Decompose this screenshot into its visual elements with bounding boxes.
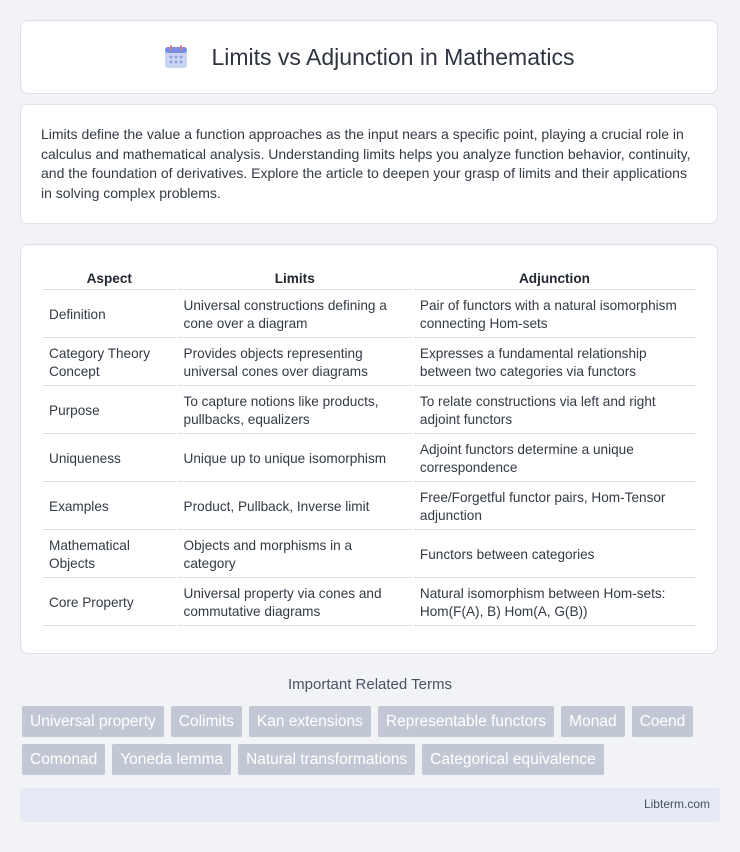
table-cell: Expresses a fundamental relationship between two categories via functors <box>414 340 695 386</box>
table-row <box>43 580 695 626</box>
header-card <box>20 20 718 94</box>
table-cell: Natural isomorphism between Hom-sets: Hom(F(A), B) Hom(A, G(B)) <box>414 580 695 626</box>
column-header-adjunction: Adjunction <box>414 267 695 290</box>
related-term-tag[interactable]: Colimits <box>171 706 242 737</box>
comparison-card <box>20 244 718 654</box>
intro-text: Limits define the value a function approaches as the input nears a specific point, playing a crucial role in calculus and mathematical analysis. Understanding limits helps you analyze function behavior, continuity, and the foundation of derivatives. Explore the article to deepen your grasp of limits and their applications in solving complex problems. <box>41 126 691 201</box>
table-cell: Uniqueness <box>43 436 176 482</box>
column-header-limits: Limits <box>178 267 412 290</box>
related-terms-title: Important Related Terms <box>288 676 452 693</box>
table-cell: Pair of functors with a natural isomorphism connecting Hom-sets <box>414 292 695 338</box>
table-cell: Objects and morphisms in a category <box>178 532 412 578</box>
table-cell: Universal property via cones and commutative diagrams <box>178 580 412 626</box>
related-term-tag[interactable]: Comonad <box>22 744 105 775</box>
comparison-table <box>41 265 697 628</box>
table-cell: Mathematical Objects <box>43 532 176 578</box>
table-cell: Functors between categories <box>414 532 695 578</box>
column-header-aspect: Aspect <box>43 267 176 290</box>
table-row <box>43 292 695 338</box>
table-cell: Category Theory Concept <box>43 340 176 386</box>
table-cell: Core Property <box>43 580 176 626</box>
table-cell: Unique up to unique isomorphism <box>178 436 412 482</box>
table-cell: Purpose <box>43 388 176 434</box>
table-cell: Adjoint functors determine a unique correspondence <box>414 436 695 482</box>
related-terms-list <box>22 706 722 775</box>
related-term-tag[interactable]: Monad <box>561 706 624 737</box>
table-row <box>43 436 695 482</box>
table-cell: Definition <box>43 292 176 338</box>
intro-card <box>20 104 718 224</box>
table-cell: Examples <box>43 484 176 530</box>
table-cell: Product, Pullback, Inverse limit <box>178 484 412 530</box>
related-term-tag[interactable]: Natural transformations <box>238 744 415 775</box>
table-header-row <box>43 267 695 290</box>
table-row <box>43 532 695 578</box>
page-title: Limits vs Adjunction in Mathematics <box>211 43 575 70</box>
related-term-tag[interactable]: Representable functors <box>378 706 554 737</box>
related-term-tag[interactable]: Universal property <box>22 706 164 737</box>
table-cell: To relate constructions via left and right adjoint functors <box>414 388 695 434</box>
related-term-tag[interactable]: Coend <box>632 706 694 737</box>
table-cell: Universal constructions defining a cone over a diagram <box>178 292 412 338</box>
table-row <box>43 484 695 530</box>
calendar-icon <box>163 44 189 70</box>
table-cell: Provides objects representing universal cones over diagrams <box>178 340 412 386</box>
table-row <box>43 340 695 386</box>
table-cell: Free/Forgetful functor pairs, Hom-Tensor adjunction <box>414 484 695 530</box>
related-term-tag[interactable]: Yoneda lemma <box>112 744 231 775</box>
related-term-tag[interactable]: Categorical equivalence <box>422 744 603 775</box>
footer <box>20 788 720 822</box>
table-cell: To capture notions like products, pullbacks, equalizers <box>178 388 412 434</box>
table-row <box>43 388 695 434</box>
footer-site-link[interactable]: Libterm.com <box>643 797 710 811</box>
related-term-tag[interactable]: Kan extensions <box>249 706 371 737</box>
